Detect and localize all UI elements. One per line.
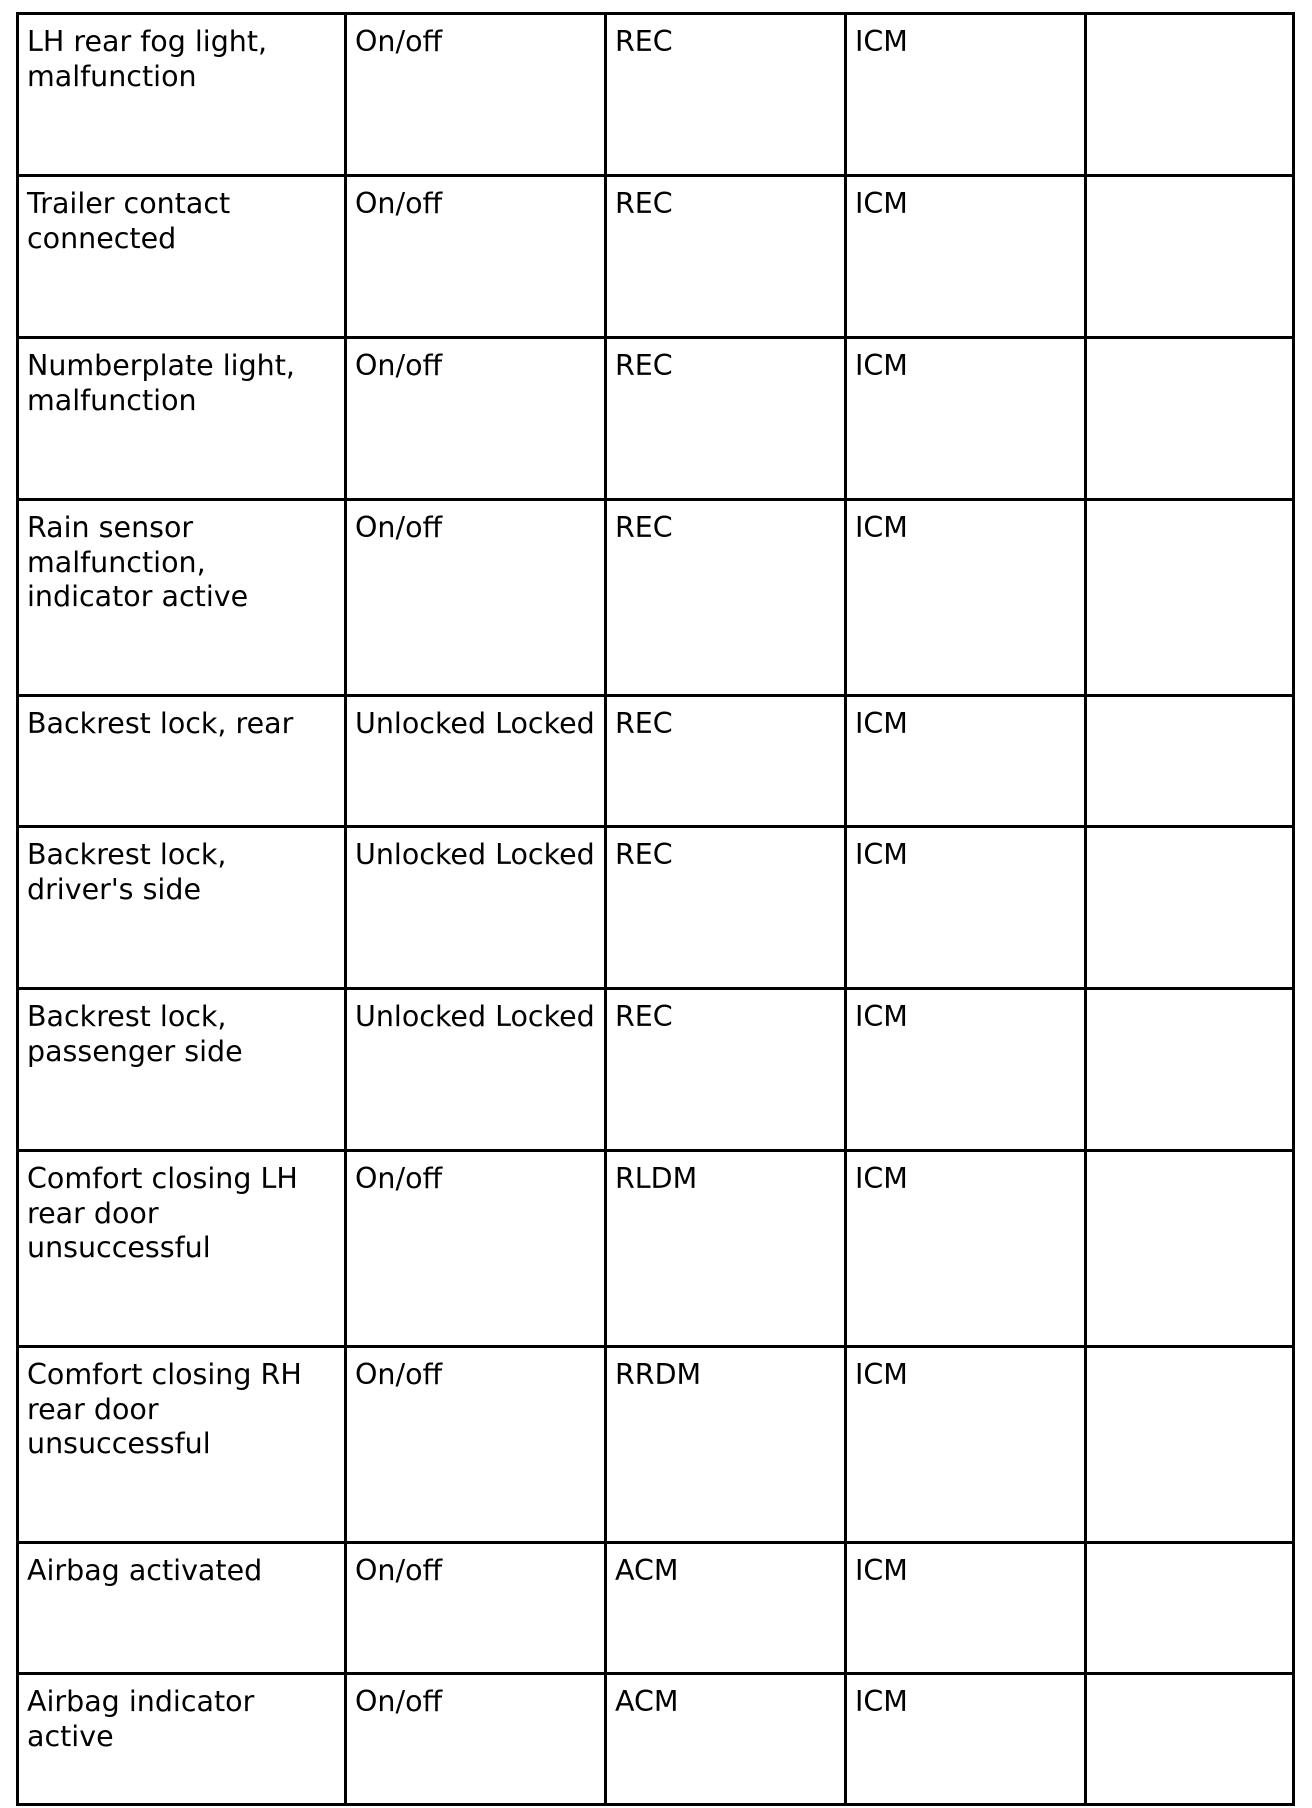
values-cell: On/off — [346, 500, 606, 696]
sender-cell: ACM — [606, 1674, 846, 1805]
table-row — [18, 14, 1294, 176]
notes-cell — [1086, 696, 1294, 827]
sender-cell: REC — [606, 338, 846, 500]
receiver-cell: ICM — [846, 500, 1086, 696]
table-row — [18, 1674, 1294, 1805]
signal-table — [16, 12, 1295, 1806]
values-cell: On/off — [346, 176, 606, 338]
values-cell: On/off — [346, 1151, 606, 1347]
receiver-cell: ICM — [846, 176, 1086, 338]
signal-cell: Comfort closing LH rear door unsuccessful — [18, 1151, 346, 1347]
signal-cell: Backrest lock, rear — [18, 696, 346, 827]
signal-cell: Comfort closing RH rear door unsuccessful — [18, 1347, 346, 1543]
signal-cell: Airbag activated — [18, 1543, 346, 1674]
signal-cell: Trailer contact connected — [18, 176, 346, 338]
sender-cell: ACM — [606, 1543, 846, 1674]
sender-cell: REC — [606, 500, 846, 696]
notes-cell — [1086, 1151, 1294, 1347]
table-row — [18, 696, 1294, 827]
table-row — [18, 1543, 1294, 1674]
signal-cell: Rain sensor malfunction, indicator active — [18, 500, 346, 696]
sender-cell: REC — [606, 827, 846, 989]
values-cell: On/off — [346, 338, 606, 500]
sender-cell: RRDM — [606, 1347, 846, 1543]
receiver-cell: ICM — [846, 696, 1086, 827]
sender-cell: REC — [606, 14, 846, 176]
signal-cell: Numberplate light, malfunction — [18, 338, 346, 500]
notes-cell — [1086, 989, 1294, 1151]
table-row — [18, 500, 1294, 696]
sender-cell: REC — [606, 176, 846, 338]
notes-cell — [1086, 176, 1294, 338]
values-cell: Unlocked Locked — [346, 827, 606, 989]
receiver-cell: ICM — [846, 1151, 1086, 1347]
receiver-cell: ICM — [846, 338, 1086, 500]
table-row — [18, 827, 1294, 989]
values-cell: Unlocked Locked — [346, 696, 606, 827]
sender-cell: RLDM — [606, 1151, 846, 1347]
values-cell: On/off — [346, 1543, 606, 1674]
receiver-cell: ICM — [846, 827, 1086, 989]
notes-cell — [1086, 827, 1294, 989]
signal-cell: Backrest lock, driver's side — [18, 827, 346, 989]
receiver-cell: ICM — [846, 989, 1086, 1151]
values-cell: On/off — [346, 1674, 606, 1805]
notes-cell — [1086, 14, 1294, 176]
receiver-cell: ICM — [846, 1543, 1086, 1674]
table-row — [18, 1347, 1294, 1543]
sender-cell: REC — [606, 989, 846, 1151]
notes-cell — [1086, 1674, 1294, 1805]
receiver-cell: ICM — [846, 1674, 1086, 1805]
values-cell: Unlocked Locked — [346, 989, 606, 1151]
signal-cell: Airbag indicator active — [18, 1674, 346, 1805]
sender-cell: REC — [606, 696, 846, 827]
receiver-cell: ICM — [846, 1347, 1086, 1543]
receiver-cell: ICM — [846, 14, 1086, 176]
signal-cell: LH rear fog light, malfunction — [18, 14, 346, 176]
values-cell: On/off — [346, 14, 606, 176]
notes-cell — [1086, 338, 1294, 500]
table-row — [18, 338, 1294, 500]
signal-cell: Backrest lock, passenger side — [18, 989, 346, 1151]
table-row — [18, 176, 1294, 338]
table-row — [18, 1151, 1294, 1347]
values-cell: On/off — [346, 1347, 606, 1543]
notes-cell — [1086, 500, 1294, 696]
notes-cell — [1086, 1543, 1294, 1674]
table-row — [18, 989, 1294, 1151]
notes-cell — [1086, 1347, 1294, 1543]
